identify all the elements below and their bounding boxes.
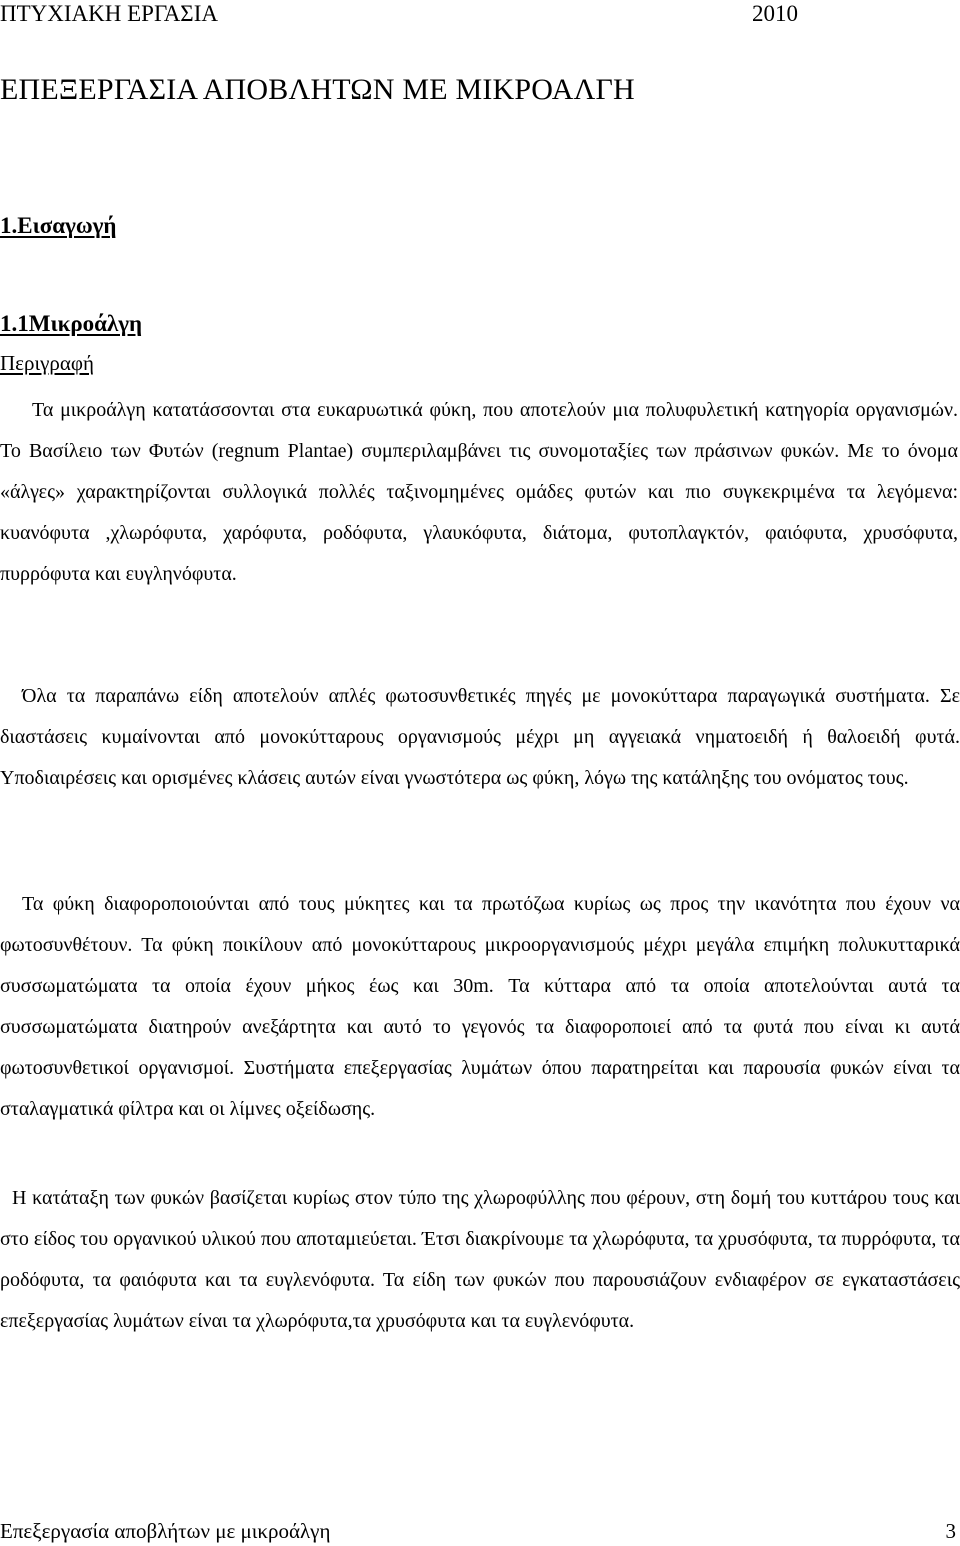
header-year: 2010 bbox=[752, 1, 798, 26]
header-document-type: ΠΤΥΧΙΑΚΗ ΕΡΓΑΣΙΑ bbox=[0, 1, 218, 26]
body-paragraph-3: Τα φύκη διαφοροποιούνται από τους μύκητες και τα πρωτόζωα κυρίως ως προς την ικανότητα που έχουν να φωτοσυνθέτουν. Τα φύκη ποικίλουν από μονοκύτταρους μικροοργανισμούς μέχρι μεγάλα επιμήκη πολυκυτταρικά συσσωματώματα τα οποία έχουν μήκος έως και 30m. Τα κύτταρα από τα οποία αποτελούνται αυτά τα συσσωματώματα διατηρούν ανεξάρτητα και αυτό το γεγονός τα διαφοροποιεί από τα φυτά που είναι κι αυτά φωτοσυνθετικοί οργανισμοί. Συστήματα επεξεργασίας λυμάτων όπου παρατηρείται και παρουσία φυκών είναι τα σταλαγματικά φίλτρα και οι λίμνες οξείδωσης. bbox=[0, 893, 960, 1120]
footer-document-title: Επεξεργασία αποβλήτων με μικροάλγη bbox=[0, 1519, 331, 1543]
section-heading: 1.Εισαγωγή bbox=[0, 213, 117, 238]
page-header bbox=[0, 0, 800, 30]
subsection-heading: 1.1Μικροάλγη bbox=[0, 311, 143, 336]
body-paragraph-1: Τα μικροάλγη κατατάσσονται στα ευκαρυωτικά φύκη, που αποτελούν μια πολυφυλετική κατηγορία οργανισμών. Το Βασίλειο των Φυτών (regnum Plantae) συμπεριλαμβάνει τις συνομοταξίες των πράσινων φυκών. Με το όνομα «άλγες» χαρακτηρίζονται συλλογικά πολλές ταξινομημένες ομάδες φυτών και πιο συγκεκριμένα τα λεγόμενα: κυανόφυτα ,χλωρόφυτα, χαρόφυτα, ροδόφυτα, γλαυκόφυτα, διάτομα, φυτοπλαγκτόν, φαιόφυτα, χρυσόφυτα, πυρρόφυτα και ευγληνόφυτα. bbox=[0, 399, 958, 585]
document-title: ΕΠΕΞΕΡΓΑΣΙΑ ΑΠΟΒΛΗΤΩΝ ΜΕ ΜΙΚΡΟΑΛΓΗ bbox=[0, 73, 635, 106]
page-number: 3 bbox=[945, 1519, 956, 1543]
body-paragraph-2: Όλα τα παραπάνω είδη αποτελούν απλές φωτοσυνθετικές πηγές με μονοκύτταρα παραγωγικά συστήματα. Σε διαστάσεις κυμαίνονται από μονοκύτταρους οργανισμούς μέχρι μη αγγειακά νηματοειδή ή θαλοειδή φυτά. Υποδιαιρέσεις και ορισμένες κλάσεις αυτών είναι γνωστότερα ως φύκη, λόγω της κατάληξης του ονόματος τους. bbox=[0, 685, 960, 789]
body-paragraph-4: Η κατάταξη των φυκών βασίζεται κυρίως στον τύπο της χλωροφύλλης που φέρουν, στη δομή του κυττάρου τους και στο είδος του οργανικού υλικού που αποταμιεύεται. Έτσι διακρίνουμε τα χλωρόφυτα, τα χρυσόφυτα, τα πυρρόφυτα, τα ροδόφυτα, τα φαιόφυτα και τα ευγλενόφυτα. Τα είδη των φυκών που παρουσιάζουν ενδιαφέρον σε εγκαταστάσεις επεξεργασίας λυμάτων είναι τα χλωρόφυτα,τα χρυσόφυτα και τα ευγλενόφυτα. bbox=[0, 1187, 960, 1332]
page-footer bbox=[0, 1518, 960, 1546]
subsubsection-heading: Περιγραφή bbox=[0, 351, 94, 375]
